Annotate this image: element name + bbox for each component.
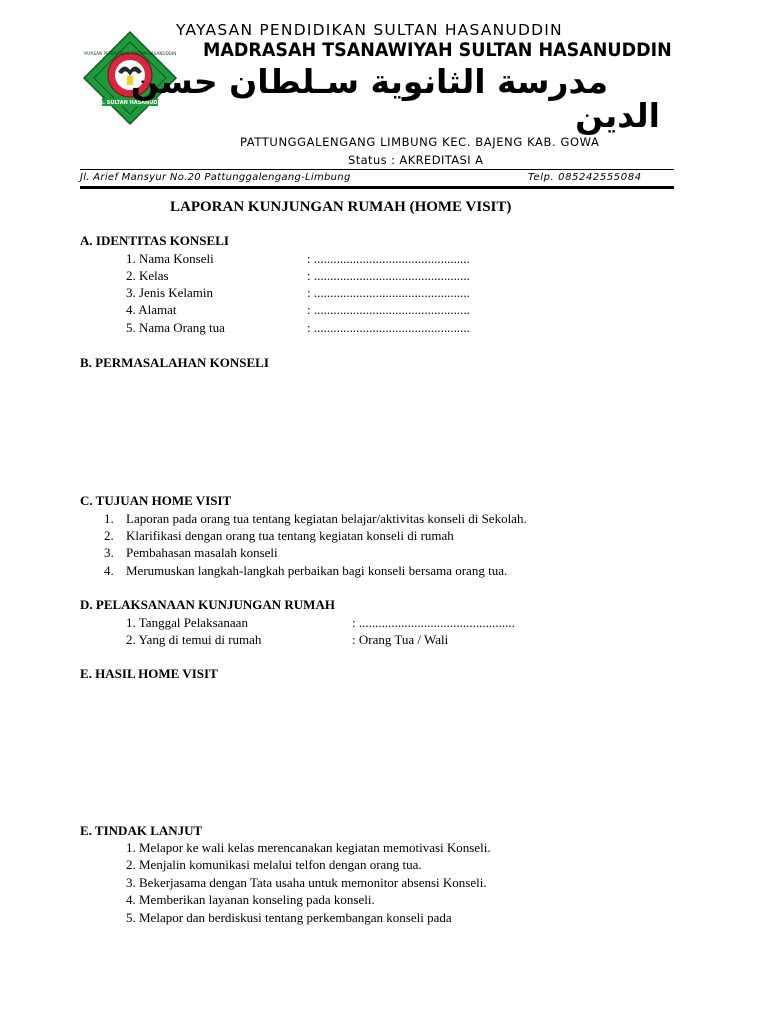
- section-f-item: 1. Melapor ke wali kelas merencanakan kegiatan memotivasi Konseli.: [126, 840, 491, 855]
- section-c-number: 2.: [104, 528, 114, 543]
- section-a-label: 1. Nama Konseli: [126, 251, 214, 266]
- arabic-school-name-line1: مدرسة الثانوية سـلطان حسن: [130, 62, 608, 101]
- arabic-school-name-line2: الدين: [575, 96, 660, 135]
- header-divider-thin: [80, 169, 674, 170]
- section-f-item: 5. Melapor dan berdiskusi tentang perkembangan konseli pada: [126, 910, 452, 925]
- section-a-label: 2. Kelas: [126, 268, 169, 283]
- section-f-item: 2. Menjalin komunikasi melalui telfon dengan orang tua.: [126, 857, 422, 872]
- logo-ring-text: YAYASAN PENDIDIKAN SULTAN HASANUDDIN: [83, 51, 177, 56]
- section-c-number: 4.: [104, 563, 114, 578]
- section-f-heading: E. TINDAK LANJUT: [80, 823, 203, 838]
- section-a-heading: A. IDENTITAS KONSELI: [80, 233, 229, 248]
- section-c-number: 1.: [104, 511, 114, 526]
- school-address: PATTUNGGALENGANG LIMBUNG KEC. BAJENG KAB. GOWA: [240, 135, 600, 149]
- section-b-heading: B. PERMASALAHAN KONSELI: [80, 355, 269, 370]
- section-e-heading: E. HASIL HOME VISIT: [80, 666, 218, 681]
- section-d-heading: D. PELAKSANAAN KUNJUNGAN RUMAH: [80, 597, 335, 612]
- section-a-value: : ................................................: [307, 302, 470, 317]
- section-a-value: : ................................................: [307, 251, 470, 266]
- section-a-value: : ................................................: [307, 268, 470, 283]
- logo-bottom-text: MTs. SULTAN HASANUDDIN: [92, 100, 168, 106]
- section-a-label: 3. Jenis Kelamin: [126, 285, 214, 300]
- street-address: Jl. Arief Mansyur No.20 Pattunggalengang-Limbung: [80, 172, 351, 183]
- section-d-value: : ................................................: [352, 615, 515, 630]
- section-f-item: 3. Bekerjasama dengan Tata usaha untuk memonitor absensi Konseli.: [126, 875, 487, 890]
- section-c-heading: C. TUJUAN HOME VISIT: [80, 493, 232, 508]
- section-d-value: : Orang Tua / Wali: [352, 632, 449, 647]
- phone-number: Telp. 085242555084: [528, 172, 642, 183]
- section-c-item: Laporan pada orang tua tentang kegiatan belajar/aktivitas konseli di Sekolah.: [126, 511, 527, 526]
- section-c-item: Merumuskan langkah-langkah perbaikan bagi konseli bersama orang tua.: [126, 563, 508, 578]
- section-c-item: Klarifikasi dengan orang tua tentang kegiatan konseli di rumah: [126, 528, 454, 543]
- accreditation-status: Status : AKREDITASI A: [348, 153, 484, 167]
- section-c-number: 3.: [104, 545, 114, 560]
- header-divider-thick: [80, 186, 674, 189]
- section-a-label: 4. Alamat: [126, 302, 177, 317]
- section-f-item: 4. Memberikan layanan konseling pada konseli.: [126, 892, 375, 907]
- section-d-label: 2. Yang di temui di rumah: [126, 632, 262, 647]
- section-a-value: : ................................................: [307, 285, 470, 300]
- document-title: LAPORAN KUNJUNGAN RUMAH (HOME VISIT): [170, 199, 512, 215]
- school-name: MADRASAH TSANAWIYAH SULTAN HASANUDDIN: [203, 39, 672, 61]
- section-a-value: : ................................................: [307, 320, 470, 335]
- section-c-item: Pembahasan masalah konseli: [126, 545, 278, 560]
- section-d-label: 1. Tanggal Pelaksanaan: [126, 615, 248, 630]
- section-a-label: 5. Nama Orang tua: [126, 320, 225, 335]
- foundation-name: YAYASAN PENDIDIKAN SULTAN HASANUDDIN: [176, 21, 563, 39]
